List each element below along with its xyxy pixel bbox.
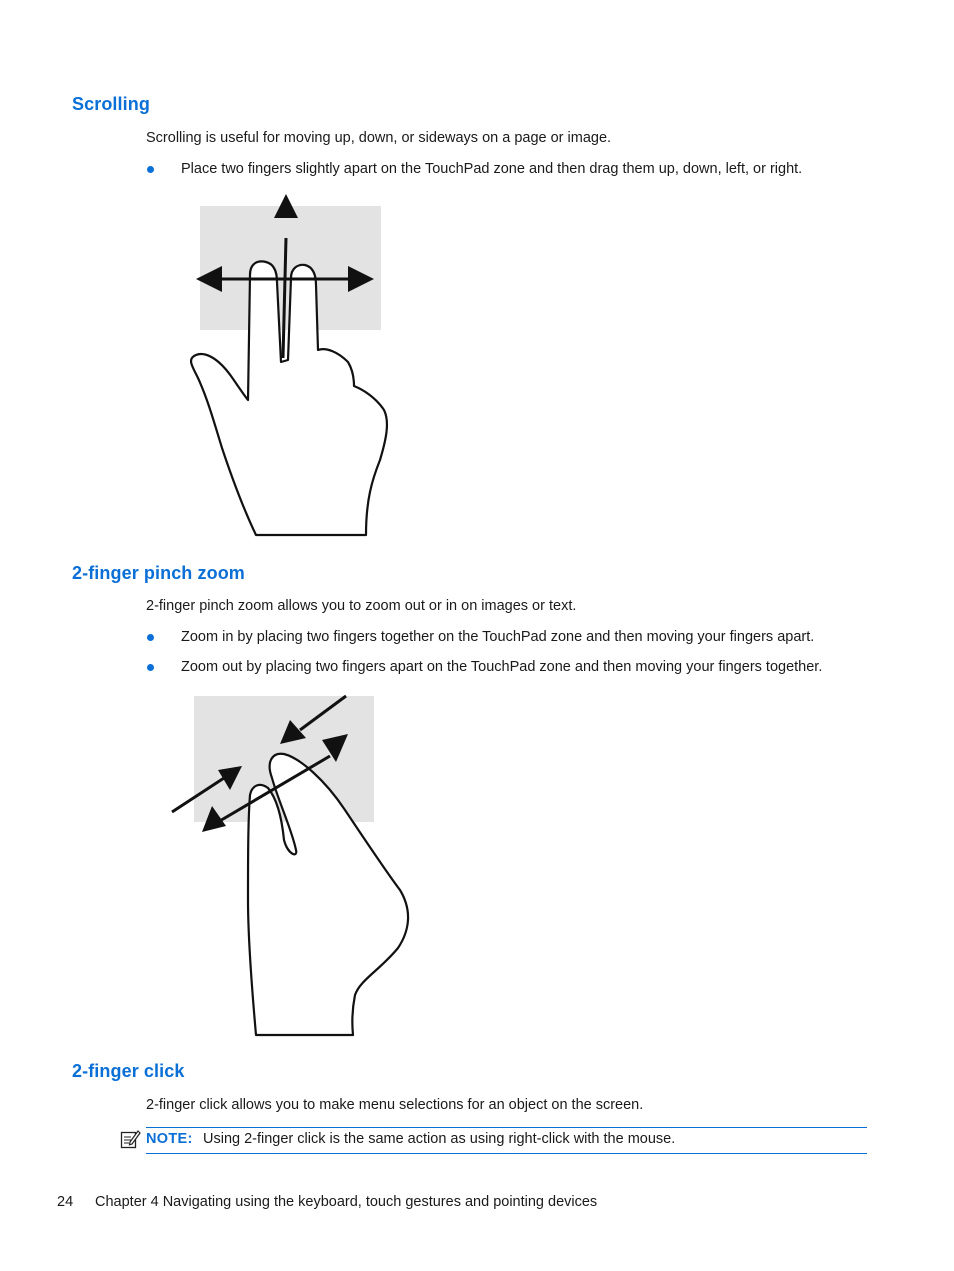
page-number: 24 — [57, 1194, 74, 1210]
scrolling-intro: Scrolling is useful for moving up, down, or sideways on a page or image. — [146, 130, 612, 146]
note-text: Using 2-finger click is the same action as using right-click with the mouse. — [203, 1131, 676, 1147]
pinch-bullet-zoom-in: Zoom in by placing two fingers together on the TouchPad zone and then moving your fingers apart. — [181, 629, 815, 645]
scrolling-bullet: Place two fingers slightly apart on the TouchPad zone and then drag them up, down, left, or right. — [181, 161, 803, 177]
bullet-dot — [147, 166, 154, 173]
click-intro: 2-finger click allows you to make menu selections for an object on the screen. — [146, 1097, 644, 1113]
bullet-dot — [147, 664, 154, 671]
section-heading-2-finger-click: 2-finger click — [72, 1061, 185, 1081]
bullet-dot — [147, 634, 154, 641]
hand-outline — [248, 754, 408, 1035]
scrolling-gesture-illustration — [186, 190, 396, 540]
note-pencil-icon — [119, 1128, 141, 1150]
note-label: NOTE: — [146, 1131, 193, 1147]
section-heading-pinch-zoom: 2-finger pinch zoom — [72, 563, 245, 583]
section-heading-scrolling: Scrolling — [72, 94, 150, 114]
pinch-zoom-gesture-illustration — [160, 690, 420, 1040]
chapter-footer: Chapter 4 Navigating using the keyboard, touch gestures and pointing devices — [95, 1194, 598, 1210]
pinch-bullet-zoom-out: Zoom out by placing two fingers apart on the TouchPad zone and then moving your fingers together. — [181, 659, 823, 675]
pinch-intro: 2-finger pinch zoom allows you to zoom out or in on images or text. — [146, 598, 577, 614]
